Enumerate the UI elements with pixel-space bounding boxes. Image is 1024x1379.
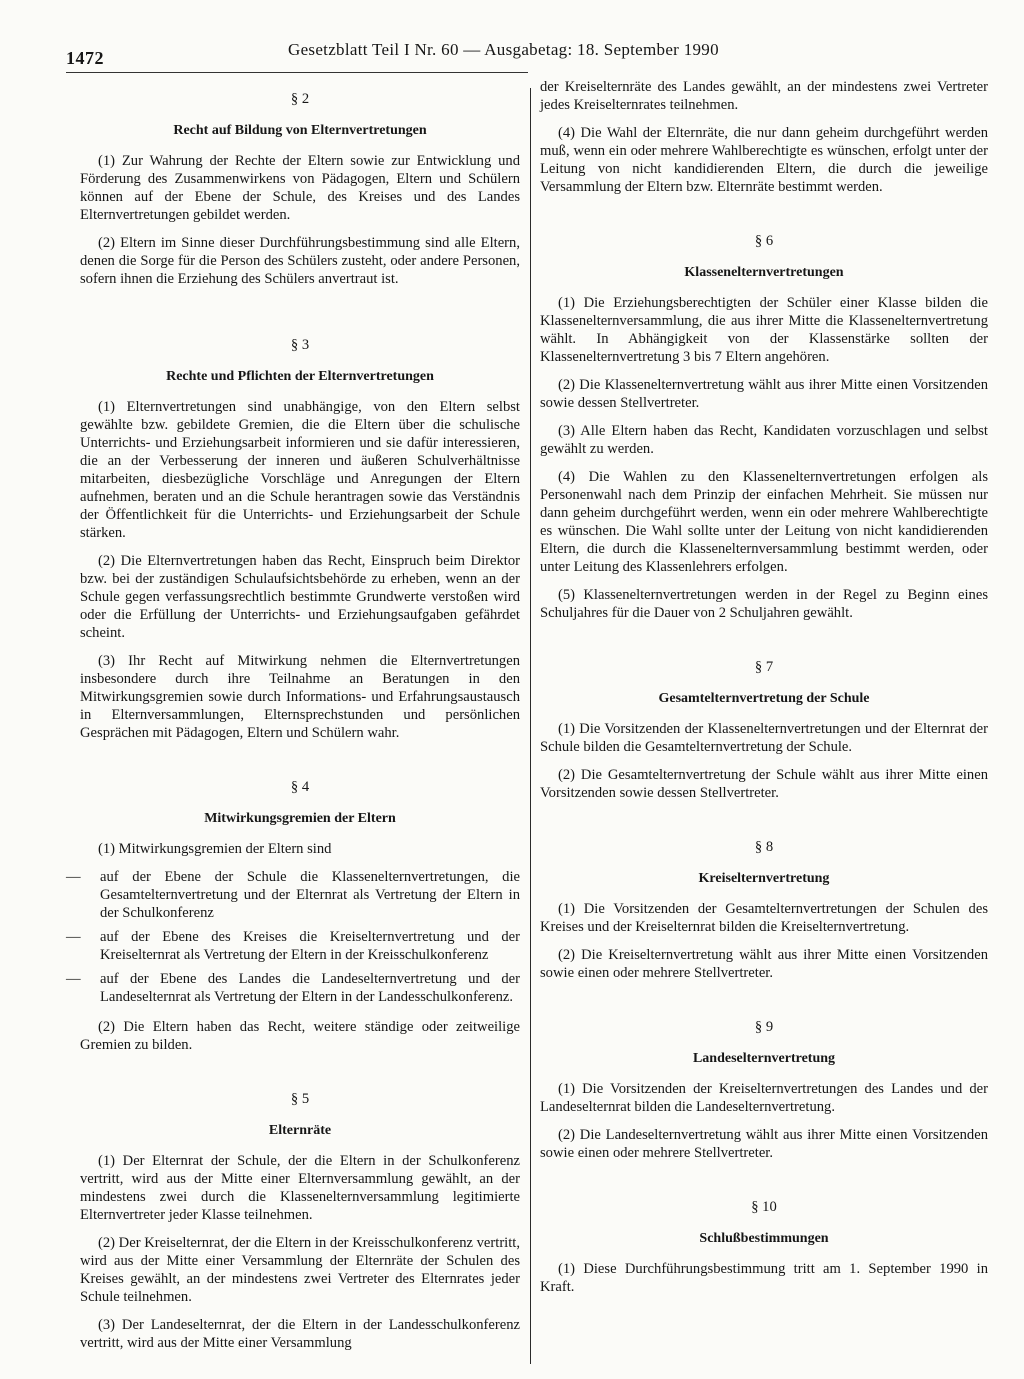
section-title: Mitwirkungsgremien der Eltern bbox=[204, 811, 396, 826]
section-9 bbox=[540, 1018, 988, 1162]
paragraph: (1) Die Vorsitzenden der Kreiselternvertretungen des Landes und der Landeselternrat bilden die Landeselternvertretung. bbox=[540, 1081, 988, 1115]
paragraph: (2) Die Landeselternvertretung wählt aus ihrer Mitte einen Vorsitzenden sowie einen oder mehrere Stellvertreter. bbox=[540, 1127, 988, 1161]
paragraph: (3) Der Landeselternrat, der die Eltern in der Landesschulkonferenz vertritt, wird aus der Mitte einer Versammlung bbox=[80, 1317, 520, 1351]
header-rule bbox=[66, 72, 528, 73]
section-title: Gesamtelternvertretung der Schule bbox=[658, 691, 870, 706]
paragraph: (1) Die Erziehungsberechtigten der Schüler einer Klasse bilden die Klassenelternversammlung, die aus ihrer Mitte die Klassenelternvertretung wählt. In Abhängigkeit von der Klassenstärke sollten der Klassenelternvertretung 3 bis 7 Eltern angehören. bbox=[540, 295, 988, 365]
left-column bbox=[66, 90, 520, 1362]
paragraph: (1) Mitwirkungsgremien der Eltern sind bbox=[98, 841, 332, 857]
running-title: Gesetzblatt Teil I Nr. 60 — Ausgabetag: 18. September 1990 bbox=[288, 40, 719, 59]
section-number: § 7 bbox=[754, 659, 774, 675]
section-10 bbox=[540, 1198, 988, 1296]
list-item-text: auf der Ebene des Kreises die Kreiselternvertretung und der Kreiselternrat als Vertretung der Eltern in der Kreisschulkonferenz bbox=[100, 929, 520, 963]
section-title: Rechte und Pflichten der Elternvertretungen bbox=[166, 369, 434, 384]
paragraph: (3) Alle Eltern haben das Recht, Kandidaten vorzuschlagen und selbst gewählt zu werden. bbox=[540, 423, 988, 457]
paragraph: (1) Der Elternrat der Schule, der die Eltern in der Schulkonferenz vertritt, wird aus der Mitte einer Elternversammlung gewählt, an der mindestens zwei durch die Klassenelternversammlung legitimierte Elternvertreter jeder Klasse teilnehmen. bbox=[80, 1153, 520, 1223]
section-6 bbox=[540, 232, 988, 622]
paragraph: (2) Der Kreiselternrat, der die Eltern in der Kreisschulkonferenz vertritt, wird aus der Mitte einer Versammlung der Elternräte der Schulen des Kreises gewählt, an der mindestens zwei Vertreter des Elternrates jeder Schule teilnehmen. bbox=[80, 1235, 520, 1305]
section-number: § 9 bbox=[754, 1019, 774, 1035]
paragraph: (3) Ihr Recht auf Mitwirkung nehmen die Elternvertretungen insbesondere durch ihre Teilnahme an Beratungen in den Mitwirkungsgremien sowie durch Informations- und Erfahrungsaustausch in Elternversammlungen, Elternsprechstunden und persönlichen Gesprächen mit Pädagogen, Eltern und Schülern wahr. bbox=[80, 653, 520, 741]
paragraph: (2) Die Elternvertretungen haben das Recht, Einspruch beim Direktor bzw. bei der zuständigen Schulaufsichtsbehörde zu erheben, wenn an der Schule gegen verfassungsrechtlich bestimmte Grundwerte verstoßen wird oder die Erfüllung der Unterrichts- und Erziehungsaufgaben gefährdet scheint. bbox=[80, 553, 520, 641]
paragraph: (2) Die Gesamtelternvertretung der Schule wählt aus ihrer Mitte einen Vorsitzenden sowie dessen Stellvertreter. bbox=[540, 767, 988, 801]
page-number: 1472 bbox=[66, 48, 104, 68]
paragraph: der Kreiselternräte des Landes gewählt, an der mindestens zwei Vertreter jedes Kreiselternrates teilnehmen. bbox=[540, 79, 988, 113]
paragraph: (2) Eltern im Sinne dieser Durchführungsbestimmung sind alle Eltern, denen die Sorge für die Person des Schülers zusteht, oder andere Personen, sofern ihnen die Erziehung des Schülers anvertraut ist. bbox=[80, 235, 520, 287]
dash-mark: — bbox=[66, 929, 81, 945]
paragraph: (2) Die Eltern haben das Recht, weitere ständige oder zeitweilige Gremien zu bilden. bbox=[80, 1019, 520, 1053]
paragraph: (4) Die Wahl der Elternräte, die nur dann geheim durchgeführt werden muß, wenn ein oder mehrere Wahlberechtigte es wünschen, erfolgt unter der Leitung von nicht kandidierenden Eltern, die durch die jeweilige Versammlung der Eltern bzw. Elternräte bestimmt werden. bbox=[540, 125, 988, 195]
list-item bbox=[66, 868, 520, 922]
paragraph: (2) Die Klassenelternvertretung wählt aus ihrer Mitte einen Vorsitzenden sowie dessen Stellvertreter. bbox=[540, 377, 988, 411]
paragraph: (1) Die Vorsitzenden der Klassenelternvertretungen und der Elternrat der Schule bilden die Gesamtelternvertretung der Schule. bbox=[540, 721, 988, 755]
list-item bbox=[66, 928, 520, 964]
paragraph: (1) Zur Wahrung der Rechte der Eltern sowie zur Entwicklung und Förderung des Zusammenwirkens von Pädagogen, Eltern und Schülern können auf der Ebene der Schule, des Kreises und des Landes Elternvertretungen gebildet werden. bbox=[80, 153, 520, 223]
section-title: Schlußbestimmungen bbox=[699, 1231, 829, 1246]
paragraph: (1) Die Vorsitzenden der Gesamtelternvertretungen der Schulen des Kreises und der Kreiselternrat bilden die Kreiselternvertretung. bbox=[540, 901, 988, 935]
paragraph: (4) Die Wahlen zu den Klassenelternvertretungen erfolgen als Personenwahl nach dem Prinzip der einfachen Mehrheit. Sie müssen nur dann geheim durchgeführt werden, wenn ein oder mehrere Wahlberechtigte es wünschen. Die Wahl sollte unter der Leitung von nicht kandidierenden Eltern, die durch die Klassenelternversammlung bestimmt werden, oder unter Leitung des Klassenlehrers erfolgen. bbox=[540, 469, 988, 575]
section-2 bbox=[80, 90, 520, 288]
section-title: Landeselternvertretung bbox=[692, 1051, 836, 1066]
section-title: Recht auf Bildung von Elternvertretungen bbox=[173, 123, 427, 138]
section-7 bbox=[540, 658, 988, 802]
section-title: Kreiselternvertretung bbox=[698, 871, 830, 886]
section-number: § 10 bbox=[751, 1199, 777, 1215]
section-number: § 2 bbox=[290, 91, 310, 107]
list-item-text: auf der Ebene der Schule die Klassenelternvertretungen, die Gesamtelternvertretung und der Elternrat als Vertretung der Eltern in der Schulkonferenz bbox=[100, 869, 520, 921]
section-number: § 4 bbox=[290, 779, 310, 795]
column-divider bbox=[530, 88, 531, 1364]
section-title: Klassenelternvertretungen bbox=[684, 265, 844, 280]
section-3 bbox=[80, 336, 520, 742]
dash-list bbox=[66, 868, 520, 1006]
paragraph: (1) Diese Durchführungsbestimmung tritt am 1. September 1990 in Kraft. bbox=[540, 1261, 988, 1295]
section-number: § 6 bbox=[754, 233, 774, 249]
list-item bbox=[66, 970, 520, 1006]
section-5 bbox=[80, 1090, 520, 1352]
section-number: § 3 bbox=[290, 337, 310, 353]
section-8 bbox=[540, 838, 988, 982]
section-4 bbox=[66, 778, 520, 1054]
paragraph: (1) Elternvertretungen sind unabhängige, von den Eltern selbst gewählte bzw. gebildete Gremien, die die Eltern über die schulische Unterrichts- und Erziehungsarbeit informieren und sie dafür interessieren, die an der Verbesserung der inneren und äußeren Schulverhältnisse mitarbeiten, diesbezügliche Vorschläge und Anregungen der Eltern aufnehmen, beraten und an die Schule herantragen sowie das Verständnis der Öffentlichkeit für die Unterrichts- und Erziehungsarbeit der Schule stärken. bbox=[80, 399, 520, 541]
paragraph: (2) Die Kreiselternvertretung wählt aus ihrer Mitte einen Vorsitzenden sowie einen oder mehrere Stellvertreter. bbox=[540, 947, 988, 981]
dash-mark: — bbox=[66, 971, 81, 987]
paragraph: (5) Klassenelternvertretungen werden in der Regel zu Beginn eines Schuljahres für die Dauer von 2 Schuljahren gewählt. bbox=[540, 587, 988, 621]
section-number: § 5 bbox=[290, 1091, 310, 1107]
section-5-continued bbox=[540, 78, 988, 196]
section-title: Elternräte bbox=[268, 1123, 332, 1138]
right-column bbox=[540, 78, 988, 1306]
section-number: § 8 bbox=[754, 839, 774, 855]
list-item-text: auf der Ebene des Landes die Landeselternvertretung und der Landeselternrat als Vertretung der Eltern in der Landesschulkonferenz. bbox=[100, 971, 520, 1005]
dash-mark: — bbox=[66, 869, 81, 885]
page-header bbox=[66, 40, 1006, 74]
